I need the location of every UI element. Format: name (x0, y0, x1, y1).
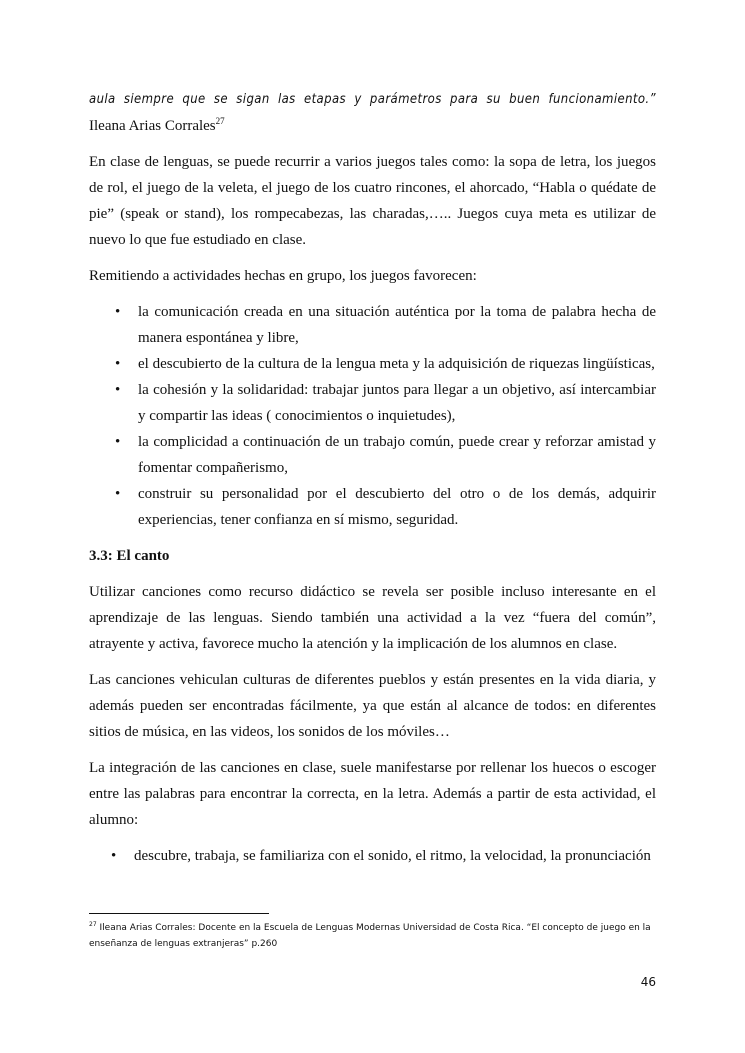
list-item-text: la cohesión y la solidaridad: trabajar juntos para llegar a un objetivo, así intercambiar y compartir las ideas ( conocimientos o inquietudes), (138, 382, 656, 424)
footnote-number: 27 (89, 921, 97, 928)
quote-text: aula siempre que se sigan las etapas y parámetros para su buen funcionamiento.” (89, 92, 656, 107)
quote-author-first: Ileana (89, 118, 126, 134)
list-item-text: construir su personalidad por el descubierto del otro o de los demás, adquirir experiencias, tener confianza en sí mismo, seguridad. (138, 486, 656, 528)
page-number: 46 (640, 975, 656, 989)
section-heading: 3.3: El canto (89, 548, 170, 564)
quote-author-last: Arias Corrales (128, 118, 216, 134)
list-item-text: la comunicación creada en una situación auténtica por la toma de palabra hecha de manera espontánea y libre, (138, 304, 656, 346)
bullet-icon: • (115, 434, 121, 450)
paragraph-songs-intro: Utilizar canciones como recurso didáctico se revela ser posible incluso interesante en el aprendizaje de las lenguas. Siendo también una actividad a la vez “fuera del común”, atrayente y activa, favorece mucho la atención y la implicación de los alumnos en clase. (89, 584, 656, 652)
footnote-reference[interactable]: 27 (215, 116, 225, 126)
footnote-divider (89, 913, 269, 914)
bullet-icon: • (115, 382, 121, 398)
list-item-text: el descubierto de la cultura de la lengua meta y la adquisición de riquezas lingüísticas, (138, 356, 655, 372)
bullet-icon: • (115, 304, 121, 320)
paragraph-songs-cultures: Las canciones vehiculan culturas de diferentes pueblos y están presentes en la vida diaria, y además pueden ser encontradas fácilmente, ya que están al alcance de todos: en diferentes sitios de música, en las videos, los sonidos de los móviles… (89, 672, 656, 740)
footnote (89, 920, 656, 952)
bullet-icon: • (115, 356, 121, 372)
list-item (89, 843, 656, 869)
list-item-text: la complicidad a continuación de un trabajo común, puede crear y reforzar amistad y fomentar compañerismo, (138, 434, 656, 476)
bullet-icon: • (115, 486, 121, 502)
document-page (89, 86, 656, 879)
list-item (89, 481, 656, 533)
paragraph-songs-integration: La integración de las canciones en clase, suele manifestarse por rellenar los huecos o escoger entre las palabras para encontrar la correcta, en la letra. Además a partir de esta actividad, el alumno: (89, 760, 656, 828)
list-item (89, 429, 656, 481)
list-item-text: descubre, trabaja, se familiariza con el sonido, el ritmo, la velocidad, la pronunciación (134, 848, 651, 864)
bullet-list-games (89, 299, 656, 533)
footnote-text: Ileana Arias Corrales: Docente en la Escuela de Lenguas Modernas Universidad de Costa Rica. “El concepto de juego en la enseñanza de lenguas extranjeras” p.260 (89, 923, 651, 949)
paragraph-games-list: En clase de lenguas, se puede recurrir a varios juegos tales como: la sopa de letra, los juegos de rol, el juego de la veleta, el juego de los cuatro rincones, el ahorcado, “Habla o quédate de pie” (speak or stand), los rompecabezas, las charadas,….. Juegos cuya meta es utilizar de nuevo lo que fue estudiado en clase. (89, 154, 656, 248)
paragraph-group-activities: Remitiendo a actividades hechas en grupo, los juegos favorecen: (89, 268, 477, 284)
quote-paragraph (89, 86, 656, 139)
list-item (89, 299, 656, 351)
list-item (89, 377, 656, 429)
list-item (89, 351, 656, 377)
bullet-icon: • (111, 848, 117, 864)
bullet-list-songs (89, 843, 656, 869)
